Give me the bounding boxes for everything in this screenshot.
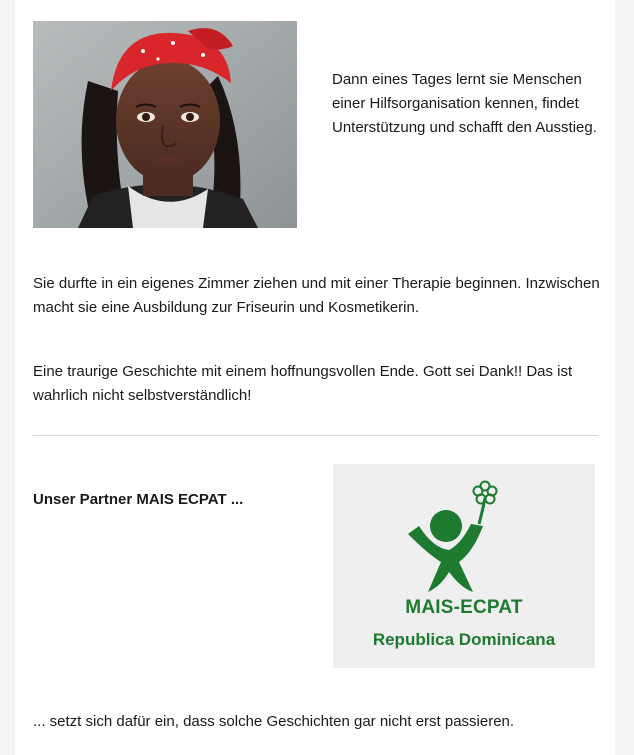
story-side-text: Dann eines Tages lernt sie Menschen einer Hilfsorganisation kennen, findet Unterstützung und schafft den Ausstieg. — [332, 71, 597, 136]
section-divider — [33, 435, 598, 436]
girl-portrait-photo — [33, 21, 297, 228]
story-paragraph-2: Eine traurige Geschichte mit einem hoffnungsvollen Ende. Gott sei Dank!! Das ist wahrlich nicht selbstverständlich! — [33, 363, 573, 404]
logo-subtitle-text: Republica Dominicana — [372, 630, 556, 649]
partner-heading: Unser Partner MAIS ECPAT ... — [33, 491, 244, 508]
story-paragraph-1: Sie durfte in ein eigenes Zimmer ziehen und mit einer Therapie beginnen. Inzwischen macht sie eine Ausbildung zur Friseurin und Kosmetikerin. — [33, 275, 600, 316]
partner-closing-text: ... setzt sich dafür ein, dass solche Geschichten gar nicht erst passieren. — [33, 713, 515, 730]
logo-name-text: MAIS-ECPAT — [405, 597, 523, 618]
mais-ecpat-logo — [333, 464, 595, 668]
